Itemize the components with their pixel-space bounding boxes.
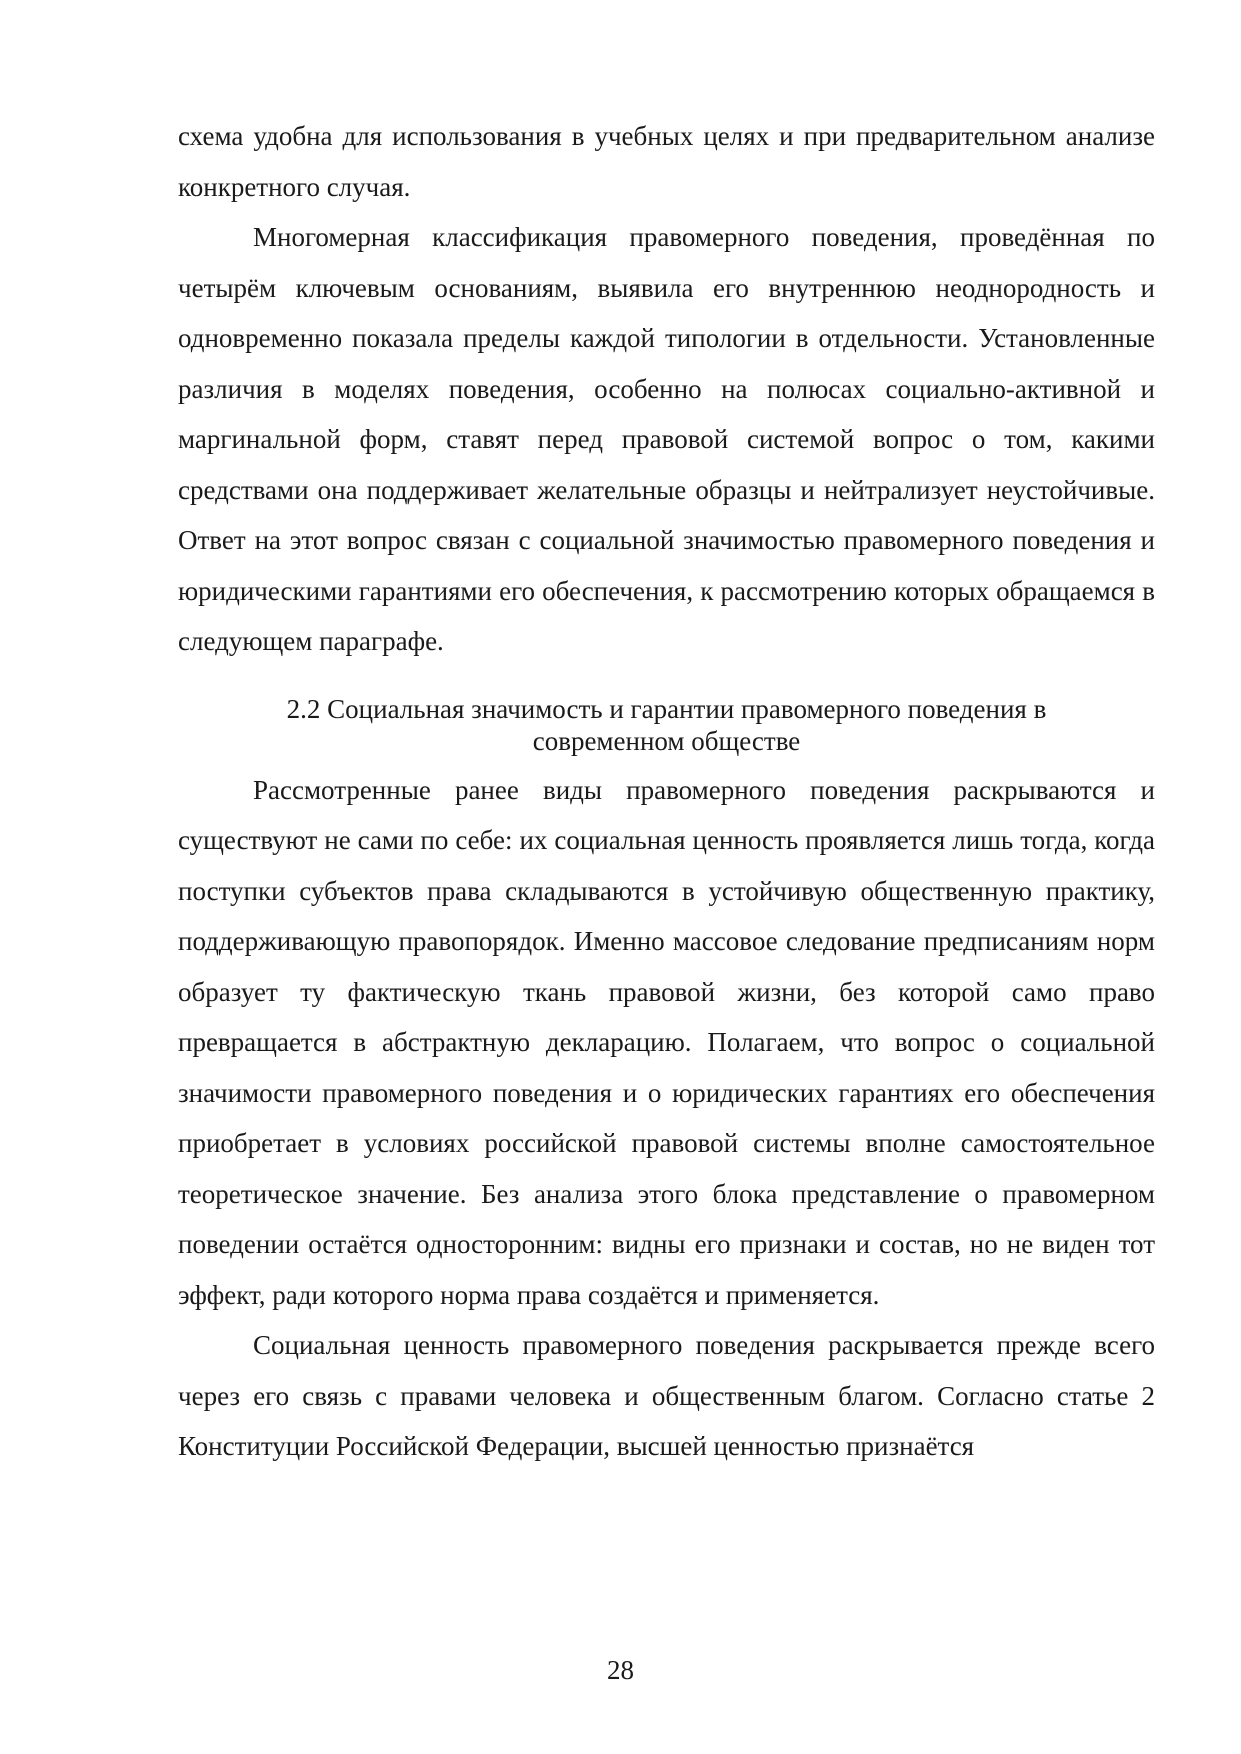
paragraph-continuation: схема удобна для использования в учебных целях и при предварительном анализе конкретного случая. xyxy=(178,121,1155,202)
paragraph-human-rights: Социальная ценность правомерного поведения раскрывается прежде всего через его связь с правами человека и общественным благом. Согласно статье 2 Конституции Российской Федерации, высшей ценностью признаётся xyxy=(178,1330,1155,1461)
paragraph-social-value: Рассмотренные ранее виды правомерного поведения раскрываются и существуют не сами по себе: их социальная ценность проявляется лишь тогда, когда поступки субъектов права складываются в устойчивую общественную практику, поддерживающую правопорядок. Именно массовое следование предписаниям норм образует ту фактическую ткань правовой жизни, без которой само право превращается в абстрактную декларацию. Полагаем, что вопрос о социальной значимости правомерного поведения и о юридических гарантиях его обеспечения приобретает в условиях российской правовой системы вполне самостоятельное теоретическое значение. Без анализа этого блока представление о правомерном поведении остаётся односторонним: видны его признаки и состав, но не виден тот эффект, ради которого норма права создаётся и применяется. xyxy=(178,774,1155,1310)
paragraph-classification-summary: Многомерная классификация правомерного поведения, проведённая по четырём ключевым основаниям, выявила его внутреннюю неоднородность и одновременно показала пределы каждой типологии в отдельности. Установленные различия в моделях поведения, особенно на полюсах социально-активной и маргинальной форм, ставят перед правовой системой вопрос о том, какими средствами она поддерживает желательные образцы и нейтрализует неустойчивые. Ответ на этот вопрос связан с социальной значимостью правомерного поведения и юридическими гарантиями его обеспечения, к рассмотрению которых обращаемся в следующем параграфе. xyxy=(178,222,1155,656)
page-number: 28 xyxy=(607,1655,634,1685)
page-content xyxy=(178,111,1155,1472)
section-heading: 2.2 Социальная значимость и гарантии правомерного поведения в современном обществе xyxy=(286,693,1047,756)
